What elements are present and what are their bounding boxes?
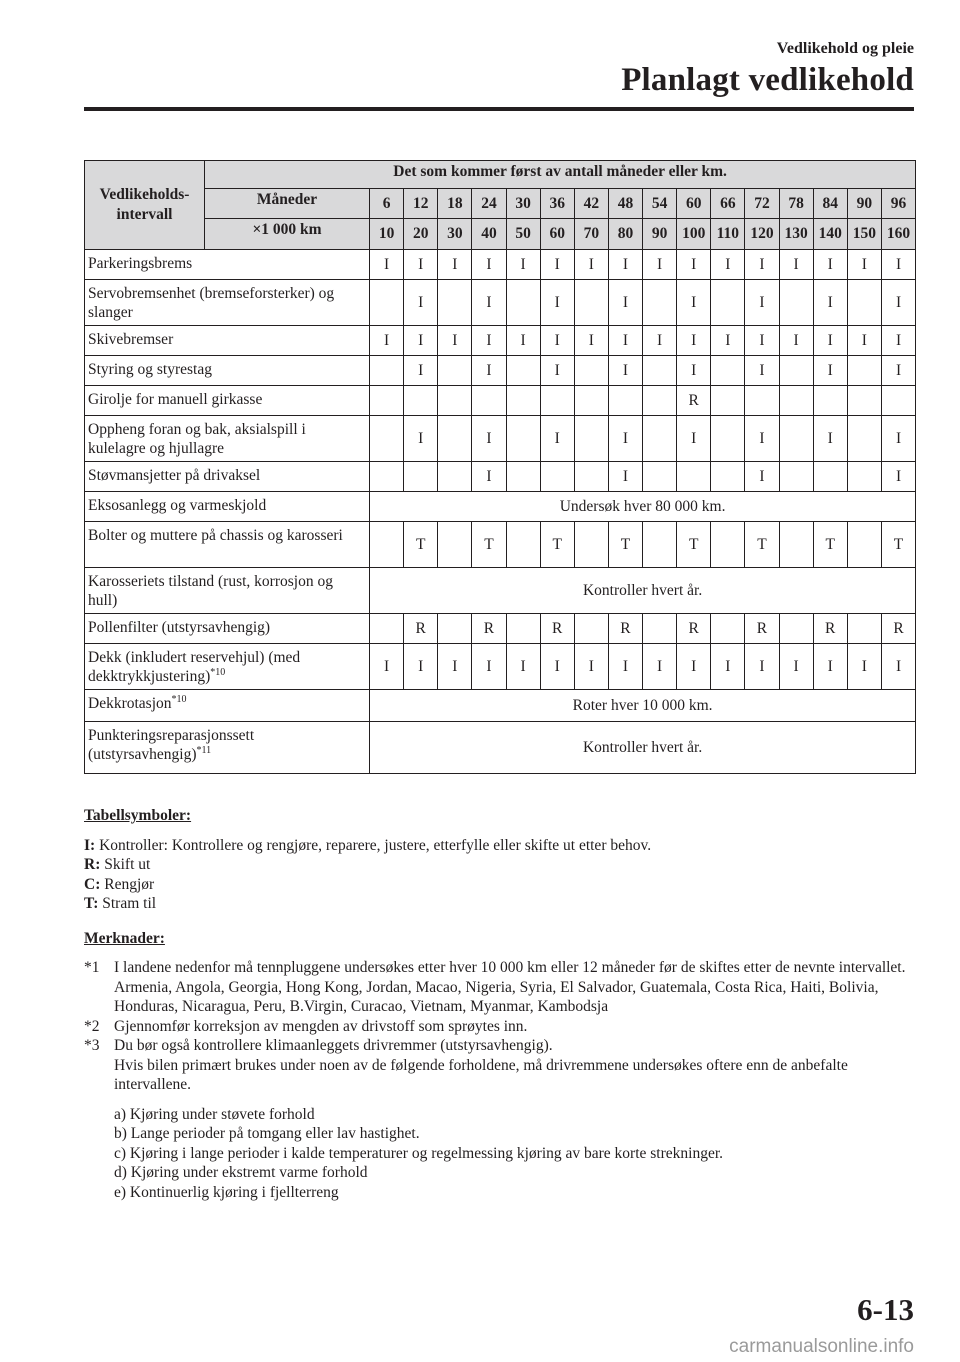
interval-cell	[540, 386, 574, 416]
km-50: 50	[506, 219, 540, 250]
month-66: 66	[711, 189, 745, 219]
symbol-key: R:	[84, 856, 101, 873]
interval-cell	[813, 462, 847, 492]
months-row	[85, 189, 916, 219]
interval-cell: R	[813, 614, 847, 644]
row-label-text: Punkteringsreparasjonssett (utstyrsavhengig)	[88, 727, 255, 763]
symbol-item	[84, 836, 916, 856]
section-title: Vedlikehold og pleie	[776, 40, 914, 57]
km-60: 60	[540, 219, 574, 250]
interval-cell: I	[677, 326, 711, 356]
interval-cell: I	[813, 416, 847, 462]
symbol-key: I:	[84, 836, 96, 854]
interval-cell: I	[745, 326, 779, 356]
footnote-key: *2	[84, 1017, 100, 1035]
row-label	[85, 644, 370, 690]
month-60: 60	[677, 189, 711, 219]
row-label	[85, 614, 370, 644]
km-160: 160	[881, 219, 915, 250]
interval-text: Undersøk hver 80 000 km.	[370, 492, 916, 522]
interval-cell: I	[574, 644, 608, 690]
interval-cell	[779, 280, 813, 326]
interval-cell: I	[608, 416, 642, 462]
table-row	[85, 462, 916, 492]
interval-cell: I	[677, 250, 711, 280]
interval-cell: I	[745, 250, 779, 280]
month-12: 12	[404, 189, 438, 219]
row-label-text: Støvmansjetter på drivaksel	[88, 467, 261, 484]
interval-cell	[370, 356, 404, 386]
header-rule	[84, 107, 914, 111]
interval-cell	[574, 356, 608, 386]
interval-cell: I	[779, 326, 813, 356]
interval-cell	[438, 614, 472, 644]
month-96: 96	[881, 189, 915, 219]
symbol-text: Kontroller: Kontrollere og rengjøre, reparere, justere, etterfylle eller skifte ut etter behov.	[99, 836, 652, 854]
interval-cell: I	[472, 250, 506, 280]
interval-cell	[847, 356, 881, 386]
interval-cell: I	[745, 644, 779, 690]
row-label-text: Dekk (inkludert reservehjul) (med dekktrykkjustering)	[88, 649, 301, 685]
interval-cell: I	[881, 326, 915, 356]
interval-cell	[438, 462, 472, 492]
interval-cell	[506, 386, 540, 416]
interval-cell	[847, 614, 881, 644]
interval-cell: I	[574, 250, 608, 280]
months-label: Måneder	[205, 189, 370, 219]
interval-cell: I	[745, 416, 779, 462]
interval-cell: I	[745, 356, 779, 386]
interval-cell	[574, 462, 608, 492]
interval-cell	[438, 522, 472, 568]
interval-cell: I	[608, 326, 642, 356]
interval-cell: I	[472, 644, 506, 690]
row-label-text: Skivebremser	[88, 331, 174, 348]
row-label	[85, 568, 370, 614]
symbol-text: Rengjør	[104, 875, 155, 893]
interval-cell	[711, 462, 745, 492]
row-label-text: Oppheng foran og bak, aksialspill i kulelagre og hjullagre	[88, 421, 306, 457]
row-label	[85, 722, 370, 774]
interval-cell: I	[643, 250, 677, 280]
interval-cell	[438, 386, 472, 416]
interval-cell: R	[540, 614, 574, 644]
condition-item: c) Kjøring i lange perioder i kalde temperaturer og regelmessing kjøring av bare korte strekninger.	[114, 1144, 724, 1162]
interval-cell: I	[711, 250, 745, 280]
km-130: 130	[779, 219, 813, 250]
table-row	[85, 690, 916, 722]
month-84: 84	[813, 189, 847, 219]
interval-cell: T	[813, 522, 847, 568]
interval-cell	[370, 416, 404, 462]
km-80: 80	[608, 219, 642, 250]
interval-cell: I	[472, 280, 506, 326]
condition-item: d) Kjøring under ekstremt varme forhold	[114, 1164, 368, 1181]
km-110: 110	[711, 219, 745, 250]
footnote-text-2: Hvis bilen primært brukes under noen av de følgende forholdene, må drivremmene undersøkes oftere enn de anbefalte intervallene.	[114, 1056, 848, 1093]
interval-cell: I	[881, 356, 915, 386]
row-label	[85, 492, 370, 522]
interval-cell	[711, 356, 745, 386]
row-label	[85, 522, 370, 568]
interval-cell	[574, 386, 608, 416]
symbol-key: T:	[84, 895, 99, 912]
table-row	[85, 326, 916, 356]
interval-cell	[370, 522, 404, 568]
interval-cell	[574, 416, 608, 462]
interval-cell	[847, 462, 881, 492]
interval-cell	[370, 462, 404, 492]
interval-cell	[506, 280, 540, 326]
row-label-text: Karosseriets tilstand (rust, korrosjon og hull)	[88, 573, 333, 609]
interval-cell: I	[540, 644, 574, 690]
interval-cell	[506, 614, 540, 644]
symbol-text: Stram til	[102, 895, 157, 912]
table-row	[85, 522, 916, 568]
month-30: 30	[506, 189, 540, 219]
interval-cell: I	[506, 326, 540, 356]
table-row	[85, 250, 916, 280]
interval-cell: I	[881, 250, 915, 280]
interval-cell	[779, 462, 813, 492]
interval-cell	[643, 356, 677, 386]
interval-cell	[506, 356, 540, 386]
month-90: 90	[847, 189, 881, 219]
km-140: 140	[813, 219, 847, 250]
interval-cell	[438, 280, 472, 326]
interval-cell	[711, 280, 745, 326]
interval-cell	[847, 280, 881, 326]
interval-cell	[677, 462, 711, 492]
interval-text: Roter hver 10 000 km.	[370, 690, 916, 722]
interval-cell: I	[540, 280, 574, 326]
interval-cell: I	[881, 280, 915, 326]
interval-cell: I	[506, 250, 540, 280]
interval-cell	[779, 416, 813, 462]
interval-cell	[847, 522, 881, 568]
month-78: 78	[779, 189, 813, 219]
watermark: carmanualsonline.info	[729, 1336, 914, 1357]
interval-cell: I	[779, 250, 813, 280]
table-row	[85, 722, 916, 774]
row-label-text: Pollenfilter (utstyrsavhengig)	[88, 619, 271, 636]
km-90: 90	[643, 219, 677, 250]
interval-cell: I	[677, 280, 711, 326]
row-label	[85, 416, 370, 462]
interval-cell: I	[608, 280, 642, 326]
footnote-text: Gjennomfør korreksjon av mengden av drivstoff som sprøytes inn.	[114, 1017, 528, 1035]
interval-cell: I	[472, 462, 506, 492]
interval-cell: I	[540, 326, 574, 356]
km-40: 40	[472, 219, 506, 250]
footnote-key: *3	[84, 1037, 100, 1054]
interval-cell: I	[881, 644, 915, 690]
interval-cell: I	[608, 462, 642, 492]
month-42: 42	[574, 189, 608, 219]
interval-cell	[574, 614, 608, 644]
interval-cell	[643, 280, 677, 326]
interval-cell	[404, 462, 438, 492]
interval-cell	[847, 386, 881, 416]
interval-cell: I	[847, 326, 881, 356]
interval-cell: I	[404, 250, 438, 280]
table-row	[85, 280, 916, 326]
notes-section	[84, 806, 916, 1202]
interval-cell: I	[404, 326, 438, 356]
table-row	[85, 416, 916, 462]
interval-cell	[779, 356, 813, 386]
interval-cell: I	[677, 644, 711, 690]
interval-cell: I	[438, 644, 472, 690]
row-label-text: Parkeringsbrems	[88, 255, 193, 272]
table-row	[85, 356, 916, 386]
interval-cell: I	[404, 280, 438, 326]
interval-cell	[438, 416, 472, 462]
interval-cell: T	[745, 522, 779, 568]
interval-cell	[779, 522, 813, 568]
table-row	[85, 614, 916, 644]
interval-cell	[370, 614, 404, 644]
page-title: Planlagt vedlikehold	[621, 62, 914, 98]
symbol-item	[84, 894, 916, 914]
table-row	[85, 568, 916, 614]
table-row	[85, 386, 916, 416]
row-label	[85, 462, 370, 492]
interval-cell: I	[813, 250, 847, 280]
row-label-text: Dekkrotasjon	[88, 695, 172, 712]
interval-cell: I	[813, 326, 847, 356]
month-6: 6	[370, 189, 404, 219]
interval-cell: R	[472, 614, 506, 644]
interval-cell	[711, 416, 745, 462]
footnote-ref: *11	[196, 745, 212, 756]
interval-cell: R	[745, 614, 779, 644]
interval-cell	[779, 386, 813, 416]
km-row	[85, 219, 916, 250]
month-54: 54	[643, 189, 677, 219]
interval-text: Kontroller hvert år.	[370, 568, 916, 614]
interval-header: Vedlikeholds- intervall	[85, 161, 205, 250]
month-48: 48	[608, 189, 642, 219]
km-30: 30	[438, 219, 472, 250]
km-150: 150	[847, 219, 881, 250]
symbol-item	[84, 875, 916, 895]
km-120: 120	[745, 219, 779, 250]
symbol-text: Skift ut	[104, 856, 151, 873]
km-label: ×1 000 km	[205, 219, 370, 250]
interval-cell: I	[881, 462, 915, 492]
interval-cell	[643, 386, 677, 416]
row-label-text: Styring og styrestag	[88, 361, 212, 378]
interval-cell	[643, 462, 677, 492]
footnote-ref: *10	[210, 667, 226, 678]
interval-cell	[608, 386, 642, 416]
interval-cell: I	[677, 356, 711, 386]
interval-cell	[574, 280, 608, 326]
row-label	[85, 386, 370, 416]
interval-cell: I	[404, 644, 438, 690]
footnote-key: *1	[84, 959, 100, 976]
row-label	[85, 280, 370, 326]
interval-cell: I	[813, 644, 847, 690]
interval-cell: T	[608, 522, 642, 568]
page-number: 6-13	[857, 1292, 914, 1327]
interval-cell: T	[404, 522, 438, 568]
interval-cell	[711, 522, 745, 568]
row-label	[85, 690, 370, 722]
interval-cell: T	[677, 522, 711, 568]
interval-cell: I	[643, 326, 677, 356]
footnote-2	[84, 1017, 916, 1037]
interval-cell: I	[574, 326, 608, 356]
footnote-text: I landene nedenfor må tennpluggene undersøkes etter hver 10 000 km eller 12 måneder før de skiftes etter de nevnte intervallet.	[114, 959, 906, 976]
interval-cell: I	[540, 356, 574, 386]
interval-cell	[574, 522, 608, 568]
interval-cell: I	[779, 644, 813, 690]
span-header: Det som kommer først av antall måneder eller km.	[205, 161, 916, 189]
interval-cell: I	[643, 644, 677, 690]
symbol-item	[84, 855, 916, 875]
row-label	[85, 326, 370, 356]
interval-cell	[438, 356, 472, 386]
km-100: 100	[677, 219, 711, 250]
interval-cell	[506, 416, 540, 462]
interval-cell	[370, 386, 404, 416]
interval-cell: I	[370, 326, 404, 356]
interval-cell: I	[847, 644, 881, 690]
interval-cell: R	[404, 614, 438, 644]
interval-cell: I	[404, 416, 438, 462]
interval-cell	[643, 416, 677, 462]
km-20: 20	[404, 219, 438, 250]
interval-cell: I	[881, 416, 915, 462]
km-10: 10	[370, 219, 404, 250]
interval-cell	[881, 386, 915, 416]
interval-cell	[370, 280, 404, 326]
row-label	[85, 356, 370, 386]
interval-cell: T	[472, 522, 506, 568]
row-label-text: Eksosanlegg og varmeskjold	[88, 497, 267, 514]
interval-cell: T	[540, 522, 574, 568]
interval-cell	[540, 462, 574, 492]
month-18: 18	[438, 189, 472, 219]
interval-cell: I	[711, 326, 745, 356]
interval-cell	[711, 386, 745, 416]
interval-cell: I	[540, 416, 574, 462]
interval-cell: I	[608, 250, 642, 280]
interval-cell: T	[881, 522, 915, 568]
interval-cell: I	[813, 280, 847, 326]
interval-cell: I	[370, 644, 404, 690]
interval-cell	[745, 386, 779, 416]
condition-item: b) Lange perioder på tomgang eller lav hastighet.	[114, 1125, 420, 1142]
table-row	[85, 644, 916, 690]
month-36: 36	[540, 189, 574, 219]
footnote-countries: Armenia, Angola, Georgia, Hong Kong, Jordan, Macao, Nigeria, Syria, El Salvador, Guatemala, Costa Rica, Haiti, Bolivia, Honduras, Nicaragua, Peru, B.Virgin, Curacao, Vietnam, Myanmar, Kambodsja	[114, 978, 879, 1015]
interval-cell: I	[608, 356, 642, 386]
interval-cell: I	[847, 250, 881, 280]
interval-cell: I	[472, 326, 506, 356]
interval-cell	[404, 386, 438, 416]
interval-cell: I	[608, 644, 642, 690]
interval-cell: I	[370, 250, 404, 280]
interval-cell: I	[404, 356, 438, 386]
row-label-text: Servobremsenhet (bremseforsterker) og slanger	[88, 285, 335, 321]
interval-cell: I	[438, 250, 472, 280]
condition-item: e) Kontinuerlig kjøring i fjellterreng	[114, 1183, 339, 1201]
interval-cell	[711, 614, 745, 644]
row-label-text: Girolje for manuell girkasse	[88, 391, 263, 408]
interval-cell	[472, 386, 506, 416]
symbols-list	[84, 836, 916, 914]
footnote-1	[84, 958, 916, 1017]
row-label	[85, 250, 370, 280]
interval-cell: I	[540, 250, 574, 280]
symbol-key: C:	[84, 875, 101, 893]
row-label-text: Bolter og muttere på chassis og karosseri	[88, 527, 343, 544]
interval-cell: R	[608, 614, 642, 644]
interval-cell: I	[472, 356, 506, 386]
km-70: 70	[574, 219, 608, 250]
interval-cell: I	[745, 462, 779, 492]
interval-cell	[643, 522, 677, 568]
maintenance-schedule-table	[84, 160, 916, 774]
conditions-list	[84, 1105, 916, 1203]
interval-text: Kontroller hvert år.	[370, 722, 916, 774]
interval-cell	[847, 416, 881, 462]
interval-cell: I	[438, 326, 472, 356]
footnote-text: Du bør også kontrollere klimaanleggets drivremmer (utstyrsavhengig).	[114, 1037, 553, 1054]
month-24: 24	[472, 189, 506, 219]
month-72: 72	[745, 189, 779, 219]
interval-cell: I	[813, 356, 847, 386]
interval-cell: I	[711, 644, 745, 690]
interval-cell	[779, 614, 813, 644]
footnote-3	[84, 1036, 916, 1095]
interval-cell: R	[677, 386, 711, 416]
symbols-heading: Tabellsymboler:	[84, 807, 192, 824]
interval-cell	[506, 522, 540, 568]
interval-cell	[643, 614, 677, 644]
table-row	[85, 492, 916, 522]
interval-cell: I	[506, 644, 540, 690]
interval-cell: I	[745, 280, 779, 326]
interval-cell: R	[677, 614, 711, 644]
interval-cell: R	[881, 614, 915, 644]
interval-cell: I	[677, 416, 711, 462]
notes-heading: Merknader:	[84, 929, 165, 947]
table-header-row	[85, 161, 916, 189]
interval-cell	[813, 386, 847, 416]
interval-cell: I	[472, 416, 506, 462]
footnote-ref: *10	[171, 694, 187, 705]
condition-item: a) Kjøring under støvete forhold	[114, 1105, 315, 1123]
interval-cell	[506, 462, 540, 492]
